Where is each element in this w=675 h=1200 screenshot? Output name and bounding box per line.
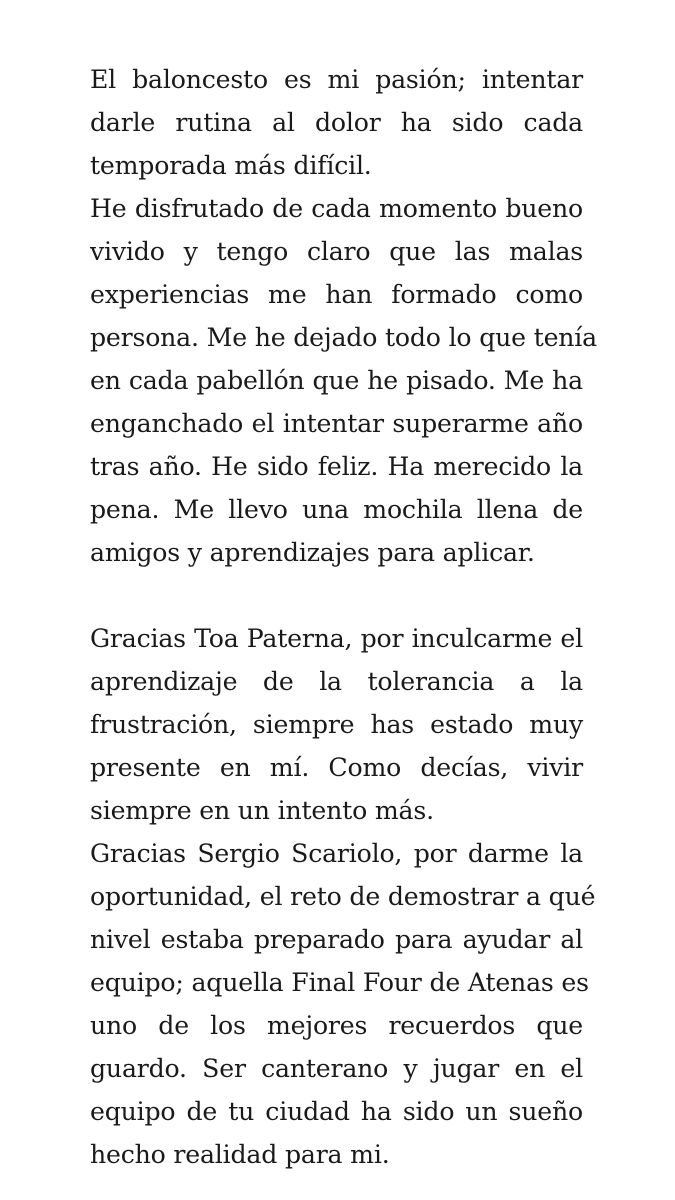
text-line: uno de los mejores recuerdos que [90, 1011, 583, 1040]
text-line: en cada pabellón que he pisado. Me ha [90, 366, 583, 395]
text-line: pena. Me llevo una mochila llena de [90, 495, 583, 524]
text-line: frustración, siempre has estado muy [90, 710, 583, 739]
paragraph-passion [90, 58, 583, 187]
text-line: presente en mí. Como decías, vivir [90, 753, 583, 782]
text-line: siempre en un intento más. [90, 796, 434, 825]
text-block-top [90, 58, 597, 574]
text-line: equipo; aquella Final Four de Atenas es [90, 968, 589, 997]
text-block-bottom [90, 617, 596, 1176]
text-line: persona. Me he dejado todo lo que tenía [90, 323, 597, 352]
text-line: equipo de tu ciudad ha sido un sueño [90, 1097, 583, 1126]
text-line: Gracias Toa Paterna, por inculcarme el [90, 624, 583, 653]
paragraph-thanks-scariolo [90, 832, 596, 1176]
paragraph-experiences [90, 187, 597, 574]
text-line: darle rutina al dolor ha sido cada [90, 108, 583, 137]
text-line: nivel estaba preparado para ayudar al [90, 925, 583, 954]
text-line: aprendizaje de la tolerancia a la [90, 667, 583, 696]
text-line: vivido y tengo claro que las malas [90, 237, 583, 266]
text-line: guardo. Ser canterano y jugar en el [90, 1054, 583, 1083]
text-line: amigos y aprendizajes para aplicar. [90, 538, 535, 567]
text-line: experiencias me han formado como [90, 280, 583, 309]
text-line: temporada más difícil. [90, 151, 372, 180]
text-line: Gracias Sergio Scariolo, por darme la [90, 839, 583, 868]
text-line: enganchado el intentar superarme año [90, 409, 583, 438]
text-line: hecho realidad para mi. [90, 1140, 390, 1169]
text-line: tras año. He sido feliz. Ha merecido la [90, 452, 583, 481]
text-line: El baloncesto es mi pasión; intentar [90, 65, 583, 94]
text-line: He disfrutado de cada momento bueno [90, 194, 583, 223]
paragraph-thanks-paterna [90, 617, 583, 832]
text-line: oportunidad, el reto de demostrar a qué [90, 882, 596, 911]
